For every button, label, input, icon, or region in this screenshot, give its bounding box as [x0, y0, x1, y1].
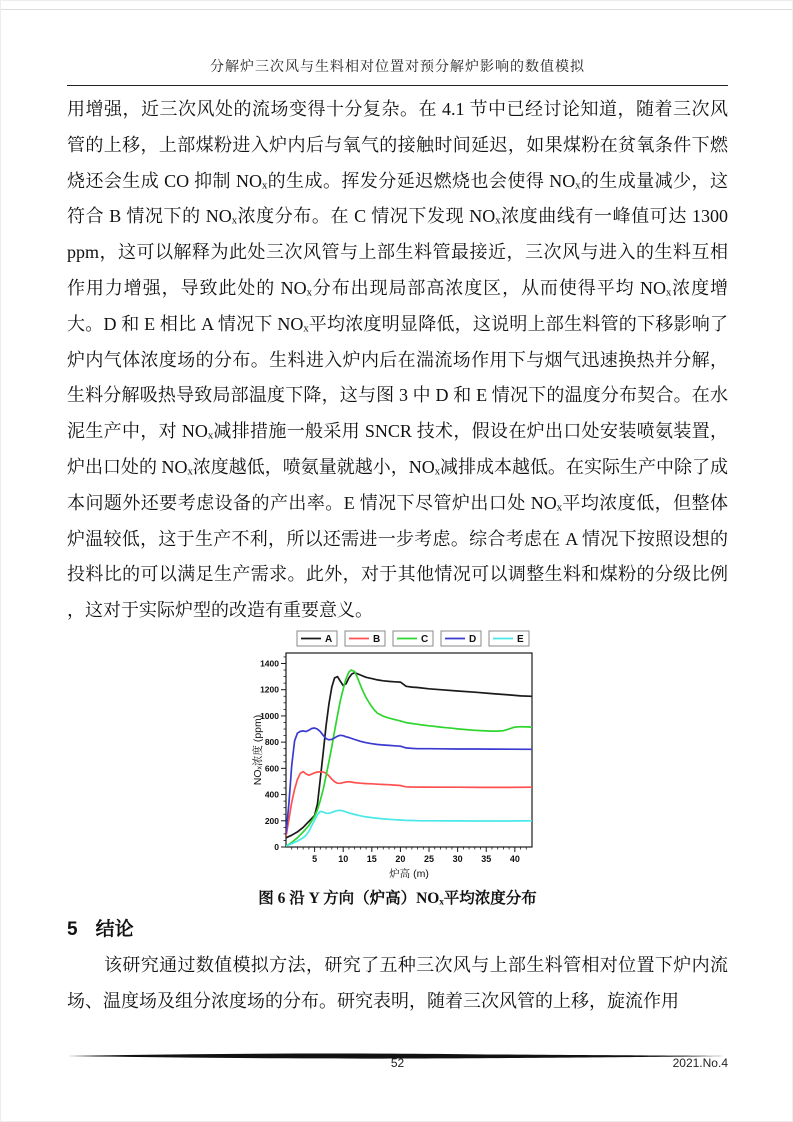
svg-text:30: 30	[452, 854, 463, 864]
body-paragraph-1: 用增强，近三次风处的流场变得十分复杂。在 4.1 节中已经讨论知道，随着三次风管的上移，上部煤粉进入炉内后与氧气的接触时间延迟，如果煤粉在贫氧条件下燃烧还会生成 CO 抑制 NOₓ的生成。挥发分延迟燃烧也会使得 NOₓ的生成量减少，这符合 B 情况下的 NOₓ浓度分布。在 C 情况下发现 NOₓ浓度曲线有一峰值可达 1300 ppm，这可以解释为此处三次风管与上部生料管最接近，三次风与进入的生料互相作用力增强，导致此处的 NOₓ分布出现局部高浓度区，从而使得平均 NOₓ浓度增大。D 和 E 相比 A 情况下 NOₓ平均浓度明显降低，这说明上部生料管的下移影响了炉内气体浓度场的分布。生料进入炉内后在湍流场作用下与烟气迅速换热并分解，生料分解吸热导致局部温度下降，这与图 3 中 D 和 E 情况下的温度分布契合。在水泥生产中，对 NOₓ减排措施一般采用 SNCR 技术，假设在炉出口处安装喷氨装置，炉出口处的 NOₓ浓度越低，喷氨量就越小，NOₓ减排成本越低。在实际生产中除了成本问题外还要考虑设备的产出率。E 情况下尽管炉出口处 NOₓ平均浓度低，但整体炉温较低，这于生产不利，所以还需进一步考虑。综合考虑在 A 情况下按照设想的投料比的可以满足生产需求。此外，对于其他情况可以调整生料和煤粉的分级比例 ，这对于实际炉型的改造有重要意义。	[67, 99, 728, 621]
header-rule	[67, 85, 728, 86]
svg-text:40: 40	[509, 854, 520, 864]
svg-text:15: 15	[366, 854, 377, 864]
svg-text:1400: 1400	[260, 658, 279, 669]
svg-text:1200: 1200	[260, 684, 279, 695]
series-E	[286, 810, 532, 846]
page-scan-edge	[1, 9, 792, 10]
svg-text:800: 800	[264, 737, 279, 748]
issue-label: 2021.No.4	[672, 1056, 728, 1070]
series-B	[286, 772, 532, 837]
svg-text:25: 25	[424, 854, 435, 864]
page-number: 52	[390, 1056, 405, 1070]
svg-text:1000: 1000	[260, 710, 279, 721]
section-heading	[67, 914, 134, 941]
series-D	[286, 728, 532, 834]
svg-text:10: 10	[338, 854, 349, 864]
chart-canvas	[251, 628, 557, 890]
series-A	[286, 673, 532, 838]
nox-concentration-chart	[251, 628, 557, 890]
svg-text:C: C	[421, 634, 429, 645]
footer-rule	[67, 1047, 728, 1055]
section-title: 结论	[95, 919, 134, 940]
svg-text:B: B	[373, 634, 381, 645]
body-paragraph-2: 该研究通过数值模拟方法，研究了五种三次风与上部生料管相对位置下炉内流场、温度场及组分浓度场的分布。研究表明，随着三次风管的上移，旋流作用	[67, 955, 728, 1011]
running-head-title: 分解炉三次风与生料相对位置对预分解炉影响的数值模拟	[210, 60, 585, 75]
svg-text:5: 5	[312, 854, 318, 864]
y-axis-label: NOₓ浓度 (ppm)	[252, 714, 264, 786]
svg-text:E: E	[517, 634, 524, 645]
svg-text:0: 0	[274, 842, 279, 852]
svg-text:20: 20	[395, 854, 406, 864]
x-axis-label: 炉高 (m)	[389, 868, 429, 880]
svg-text:A: A	[325, 634, 333, 645]
svg-text:200: 200	[264, 815, 279, 826]
figure-caption: 图 6 沿 Y 方向（炉高）NOₓ平均浓度分布	[258, 890, 537, 907]
section-number: 5	[67, 919, 78, 940]
svg-text:35: 35	[481, 854, 492, 864]
svg-text:600: 600	[264, 763, 279, 774]
svg-text:D: D	[469, 634, 477, 645]
svg-text:400: 400	[264, 789, 279, 800]
